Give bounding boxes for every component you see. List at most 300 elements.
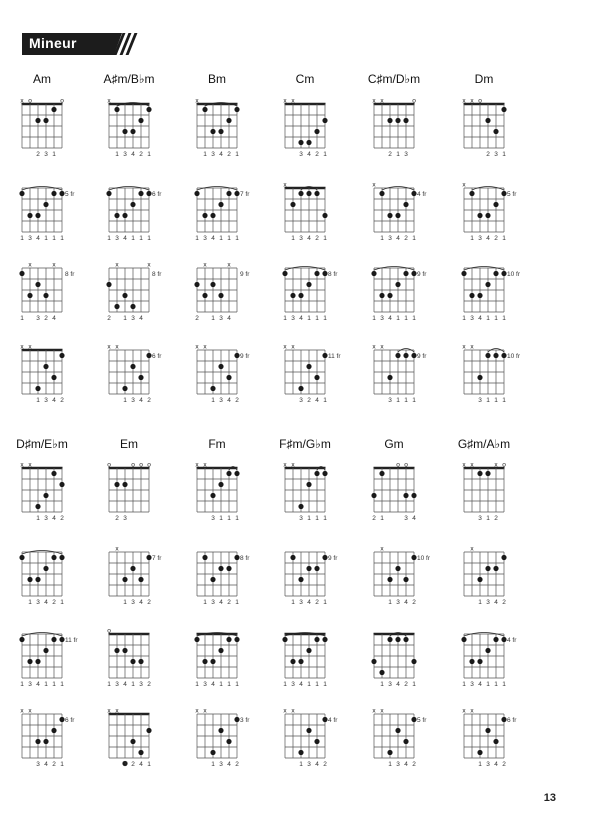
chord-diagram-svg [283,262,369,328]
finger-number: 2 [227,151,231,158]
finger-dot [493,202,498,207]
finger-dot [210,750,215,755]
fret-position-label: 9 fr [328,555,338,562]
chord-diagram-svg [20,182,106,248]
finger-number: 3 [486,599,490,606]
finger-dot [298,293,303,298]
finger-dot [43,648,48,653]
finger-dot [501,271,506,276]
finger-dot [322,271,327,276]
finger-dot [210,129,215,134]
finger-dot [485,566,490,571]
chord-name: Em [120,437,138,451]
chord-diagram-svg [283,182,369,248]
finger-dot [146,353,151,358]
chord-diagram-svg [195,344,281,410]
chord-diagram-svg [462,546,548,612]
chord-diagram-svg [195,546,281,612]
finger-dot [403,353,408,358]
finger-number: 3 [36,599,40,606]
finger-dot [298,386,303,391]
finger-dot [138,750,143,755]
chord-diagram [20,98,106,164]
chord-diagram [195,546,281,612]
finger-dot [210,493,215,498]
muted-string-marker: x [28,261,32,269]
muted-string-marker: x [283,181,287,189]
finger-dot [395,637,400,642]
finger-dot [43,293,48,298]
finger-dot [19,637,24,642]
finger-dot [322,118,327,123]
muted-string-marker: x [283,97,287,105]
chord-diagram [195,262,281,328]
finger-number: 1 [388,599,392,606]
finger-dot [226,191,231,196]
finger-number: 1 [44,235,48,242]
finger-dot [130,304,135,309]
finger-number: 4 [299,315,303,322]
finger-dot [202,659,207,664]
finger-dot [314,471,319,476]
fret-position-label: 7 fr [152,555,162,562]
finger-number: 3 [299,235,303,242]
finger-dot [314,637,319,642]
chord-name: Bm [208,72,226,86]
finger-number: 1 [380,235,384,242]
finger-number: 4 [52,515,56,522]
finger-number: 1 [147,235,151,242]
fret-position-label: 9 fr [240,353,250,360]
fret-position-label: 4 fr [417,191,427,198]
finger-number: 3 [139,681,143,688]
muted-string-marker: x [380,343,384,351]
finger-number: 3 [44,515,48,522]
chord-diagram [20,262,106,328]
finger-number: 1 [380,681,384,688]
finger-dot [469,191,474,196]
finger-number: 4 [478,681,482,688]
chord-diagram-svg [107,98,193,164]
finger-number: 2 [235,761,239,768]
finger-number: 1 [478,599,482,606]
finger-number: 1 [307,315,311,322]
finger-number: 3 [131,315,135,322]
chord-diagram [195,462,281,528]
finger-number: 4 [396,235,400,242]
finger-number: 3 [115,235,119,242]
finger-number: 1 [388,761,392,768]
chord-diagram-svg [372,262,458,328]
finger-dot [210,577,215,582]
chord-diagram [372,546,458,612]
finger-number: 3 [478,397,482,404]
finger-number: 2 [307,397,311,404]
finger-number: 1 [412,315,416,322]
chord-diagram-svg [372,546,458,612]
open-string-marker: o [478,97,482,105]
finger-dot [35,118,40,123]
chord-diagram-svg [195,98,281,164]
finger-dot [114,304,119,309]
finger-dot [226,637,231,642]
finger-number: 1 [219,515,223,522]
muted-string-marker: x [372,707,376,715]
open-string-marker: o [107,627,111,635]
finger-number: 2 [60,515,64,522]
finger-number: 3 [307,761,311,768]
finger-dot [138,577,143,582]
fret-position-label: 5 fr [65,191,75,198]
finger-number: 4 [36,235,40,242]
fret-position-label: 8 fr [65,271,75,278]
finger-dot [314,191,319,196]
muted-string-marker: x [203,343,207,351]
finger-number: 1 [52,681,56,688]
finger-number: 4 [44,599,48,606]
chord-diagram [462,262,548,328]
finger-dot [218,202,223,207]
chord-diagram [283,98,369,164]
finger-number: 1 [462,681,466,688]
finger-dot [306,482,311,487]
section-banner [22,33,130,55]
finger-number: 3 [219,397,223,404]
finger-dot [130,659,135,664]
chord-diagram [372,628,458,694]
chord-diagram-svg [20,546,106,612]
finger-number: 1 [211,397,215,404]
finger-dot [403,577,408,582]
chord-name: Am [33,72,51,86]
muted-string-marker: x [227,261,231,269]
fret-position-label: 3 fr [240,717,250,724]
finger-dot [314,739,319,744]
chord-diagram-svg [372,708,458,774]
muted-string-marker: x [494,461,498,469]
finger-number: 4 [219,151,223,158]
finger-number: 3 [291,315,295,322]
finger-number: 4 [396,681,400,688]
fret-position-label: 9 fr [240,271,250,278]
finger-number: 4 [219,599,223,606]
finger-number: 3 [494,151,498,158]
finger-dot [202,555,207,560]
finger-dot [194,637,199,642]
finger-dot [114,107,119,112]
finger-dot [314,566,319,571]
finger-number: 1 [315,315,319,322]
fret-position-label: 6 fr [65,717,75,724]
finger-dot [59,482,64,487]
finger-dot [501,555,506,560]
finger-dot [43,202,48,207]
finger-dot [469,659,474,664]
finger-number: 2 [494,515,498,522]
finger-dot [210,386,215,391]
finger-number: 3 [203,235,207,242]
finger-dot [477,577,482,582]
finger-dot [122,293,127,298]
finger-dot [395,118,400,123]
finger-dot [477,293,482,298]
finger-dot [493,637,498,642]
finger-dot [51,728,56,733]
chord-diagram-svg [20,628,106,694]
finger-number: 1 [502,151,506,158]
muted-string-marker: x [380,97,384,105]
finger-number: 2 [315,151,319,158]
finger-number: 4 [388,315,392,322]
muted-string-marker: x [107,343,111,351]
finger-number: 3 [44,397,48,404]
page-number: 13 [543,792,556,804]
finger-number: 4 [131,151,135,158]
chord-diagram [107,344,193,410]
fret-position-label: 4 fr [328,717,338,724]
finger-number: 3 [123,515,127,522]
finger-dot [306,566,311,571]
finger-number: 4 [139,397,143,404]
finger-dot [202,107,207,112]
muted-string-marker: x [470,461,474,469]
fret-position-label: 8 fr [240,555,250,562]
finger-dot [19,555,24,560]
open-string-marker: o [107,461,111,469]
finger-number: 2 [36,151,40,158]
fret-position-label: 8 fr [328,271,338,278]
finger-dot [485,282,490,287]
finger-number: 3 [396,761,400,768]
chord-diagram-svg [195,182,281,248]
muted-string-marker: x [462,343,466,351]
finger-dot [122,213,127,218]
finger-dot [403,202,408,207]
finger-number: 3 [291,681,295,688]
finger-dot [411,271,416,276]
finger-number: 1 [20,681,24,688]
chord-diagram [462,708,548,774]
chord-diagram-svg [20,344,106,410]
chord-diagram-svg [372,344,458,410]
section-title: Mineur [29,35,77,51]
muted-string-marker: x [195,343,199,351]
finger-number: 2 [502,761,506,768]
finger-number: 4 [139,761,143,768]
chord-diagram [20,182,106,248]
chord-diagram-svg [195,262,281,328]
finger-number: 1 [28,599,32,606]
open-string-marker: o [60,97,64,105]
finger-dot [395,282,400,287]
finger-number: 1 [283,315,287,322]
finger-dot [51,555,56,560]
muted-string-marker: x [20,707,24,715]
finger-dot [35,386,40,391]
finger-dot [290,202,295,207]
finger-dot [35,282,40,287]
chord-diagram [462,98,548,164]
finger-number: 4 [123,235,127,242]
finger-dot [403,739,408,744]
finger-dot [59,191,64,196]
finger-dot [234,471,239,476]
finger-number: 4 [315,397,319,404]
finger-dot [485,213,490,218]
finger-number: 1 [227,515,231,522]
finger-dot [146,555,151,560]
chord-diagram-svg [107,462,193,528]
finger-number: 1 [211,761,215,768]
finger-number: 1 [123,397,127,404]
chord-diagram-svg [107,546,193,612]
chord-diagram-svg [195,708,281,774]
finger-dot [493,129,498,134]
finger-dot [395,213,400,218]
finger-number: 1 [404,315,408,322]
finger-dot [146,191,151,196]
finger-number: 1 [123,599,127,606]
finger-number: 3 [211,151,215,158]
finger-number: 1 [291,235,295,242]
finger-number: 1 [283,681,287,688]
finger-number: 1 [323,681,327,688]
finger-dot [218,364,223,369]
finger-number: 1 [107,681,111,688]
muted-string-marker: x [291,707,295,715]
finger-dot [114,482,119,487]
finger-number: 1 [123,315,127,322]
finger-number: 1 [396,315,400,322]
finger-number: 1 [315,681,319,688]
finger-dot [138,118,143,123]
finger-dot [298,504,303,509]
finger-dot [27,577,32,582]
chord-diagram-svg [195,628,281,694]
fret-position-label: 6 fr [152,353,162,360]
finger-dot [306,140,311,145]
chord-diagram [283,262,369,328]
finger-number: 3 [28,235,32,242]
finger-dot [106,191,111,196]
finger-dot [218,648,223,653]
finger-number: 3 [36,761,40,768]
finger-number: 3 [211,599,215,606]
finger-dot [59,637,64,642]
finger-number: 4 [404,761,408,768]
finger-dot [218,728,223,733]
finger-dot [298,659,303,664]
finger-dot [387,118,392,123]
finger-number: 1 [115,151,119,158]
finger-number: 3 [299,515,303,522]
finger-dot [122,577,127,582]
open-string-marker: o [131,461,135,469]
finger-number: 1 [307,515,311,522]
finger-number: 3 [36,315,40,322]
finger-number: 2 [195,315,199,322]
finger-number: 1 [147,151,151,158]
chord-diagram [107,182,193,248]
muted-string-marker: x [115,545,119,553]
chord-diagram-svg [20,708,106,774]
finger-number: 4 [307,599,311,606]
finger-dot [411,659,416,664]
finger-dot [226,118,231,123]
finger-number: 3 [299,397,303,404]
finger-number: 1 [227,235,231,242]
finger-dot [485,648,490,653]
finger-number: 1 [36,397,40,404]
finger-dot [298,140,303,145]
finger-dot [379,191,384,196]
chord-diagram [20,708,106,774]
finger-number: 1 [462,315,466,322]
open-string-marker: o [28,97,32,105]
finger-number: 1 [203,599,207,606]
finger-number: 2 [412,599,416,606]
finger-number: 2 [52,761,56,768]
finger-number: 2 [372,515,376,522]
chord-name: D♯m/E♭m [16,437,68,451]
finger-number: 2 [404,235,408,242]
finger-dot [234,637,239,642]
finger-dot [477,213,482,218]
finger-number: 1 [396,397,400,404]
finger-dot [298,577,303,582]
finger-number: 1 [478,761,482,768]
finger-number: 1 [486,515,490,522]
finger-dot [314,271,319,276]
finger-number: 4 [494,599,498,606]
finger-number: 2 [147,681,151,688]
chord-diagram [372,98,458,164]
muted-string-marker: x [115,261,119,269]
finger-dot [395,353,400,358]
fret-position-label: 11 fr [328,353,341,360]
finger-dot [501,191,506,196]
chord-diagram [283,628,369,694]
finger-number: 4 [52,397,56,404]
chord-diagram-svg [372,462,458,528]
chord-diagram-svg [372,98,458,164]
finger-dot [122,482,127,487]
finger-number: 3 [115,681,119,688]
finger-number: 2 [235,397,239,404]
chord-diagram-svg [107,628,193,694]
finger-dot [43,364,48,369]
finger-number: 1 [147,761,151,768]
chord-diagram-svg [283,628,369,694]
fret-position-label: 9 fr [417,353,427,360]
finger-number: 1 [235,151,239,158]
finger-dot [501,107,506,112]
finger-dot [306,191,311,196]
muted-string-marker: x [203,707,207,715]
muted-string-marker: x [28,343,32,351]
muted-string-marker: x [203,461,207,469]
finger-dot [493,353,498,358]
chord-name: A♯m/B♭m [103,72,155,86]
chord-diagram [107,462,193,528]
chord-diagram [195,182,281,248]
chord-name: Dm [474,72,494,86]
finger-dot [501,717,506,722]
finger-dot [106,282,111,287]
finger-number: 4 [307,151,311,158]
finger-number: 3 [388,235,392,242]
muted-string-marker: x [107,97,111,105]
